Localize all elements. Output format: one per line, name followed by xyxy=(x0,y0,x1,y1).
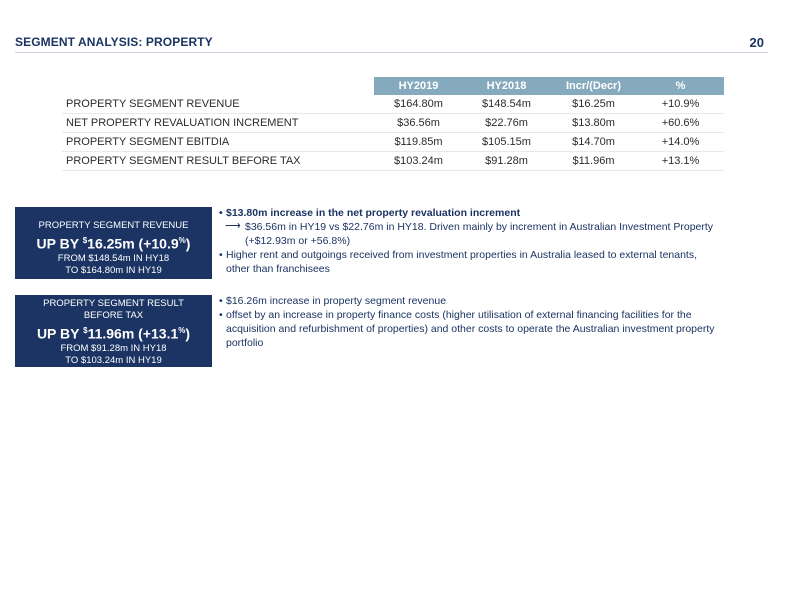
row-label: PROPERTY SEGMENT RESULT BEFORE TAX xyxy=(62,152,374,171)
cell-percent: +60.6% xyxy=(637,114,724,133)
note-text: $36.56m in HY19 vs $22.76m in HY18. Driven mainly by increment in Australian Investment Property xyxy=(245,221,714,233)
result-notes xyxy=(219,294,771,350)
revenue-box-from: FROM $148.54m IN HY18 xyxy=(57,252,170,264)
revenue-box-headline xyxy=(15,232,212,253)
note-text: acquisition and refurbishment of properties) and other costs to operate the Australian investment property xyxy=(226,323,715,335)
table-row xyxy=(62,95,724,114)
cell-change: $14.70m xyxy=(550,133,637,152)
cell-hy2018: $148.54m xyxy=(463,95,550,114)
bullet-marker: • xyxy=(219,295,223,307)
column-header-hy2019: HY2019 xyxy=(374,77,463,95)
headline-suffix: ) xyxy=(185,235,191,252)
headline-value: 16.25m (+10.9 xyxy=(87,235,179,252)
row-label: PROPERTY SEGMENT EBITDIA xyxy=(62,133,374,152)
table-row xyxy=(62,133,724,152)
cell-hy2019: $119.85m xyxy=(374,133,463,152)
cell-percent: +13.1% xyxy=(637,152,724,171)
page-title: SEGMENT ANALYSIS: PROPERTY xyxy=(15,35,213,49)
result-box-label-2: BEFORE TAX xyxy=(83,310,144,321)
note-text: $13.80m increase in the net property revaluation increment xyxy=(226,207,521,219)
bullet-marker: • xyxy=(219,207,223,219)
headline-percent-sign: % xyxy=(178,236,186,245)
note-bullet xyxy=(219,206,767,220)
bullet-marker: • xyxy=(219,249,223,261)
table-header-blank xyxy=(62,77,374,95)
headline-prefix: UP BY xyxy=(36,325,84,342)
headline-percent-sign: % xyxy=(178,326,186,335)
bullet-marker: • xyxy=(219,309,223,321)
cell-change: $16.25m xyxy=(550,95,637,114)
column-header-hy2018: HY2018 xyxy=(463,77,550,95)
cell-hy2019: $164.80m xyxy=(374,95,463,114)
note-text: (+$12.93m or +56.8%) xyxy=(245,235,351,247)
headline-currency: $ xyxy=(82,236,88,245)
note-text: Higher rent and outgoings received from investment properties in Australia leased to external tenants, xyxy=(226,249,698,261)
cell-hy2019: $103.24m xyxy=(374,152,463,171)
note-bullet xyxy=(219,248,767,276)
result-box-label: PROPERTY SEGMENT RESULT xyxy=(43,298,184,309)
cell-hy2018: $22.76m xyxy=(463,114,550,133)
page-number: 20 xyxy=(749,35,764,50)
result-box-to: TO $103.24m IN HY19 xyxy=(65,354,162,366)
cell-change: $13.80m xyxy=(550,114,637,133)
headline-currency: $ xyxy=(83,326,88,335)
result-box-from: FROM $91.28m IN HY18 xyxy=(60,342,167,354)
page-header xyxy=(15,35,768,51)
cell-hy2019: $36.56m xyxy=(374,114,463,133)
result-highlight-box xyxy=(15,295,212,367)
column-header-percent: % xyxy=(637,77,724,95)
note-sub-item xyxy=(219,220,767,248)
cell-percent: +10.9% xyxy=(637,95,724,114)
note-text: $16.26m increase in property segment revenue xyxy=(226,295,447,307)
note-text: offset by an increase in property finance costs (higher utilisation of external financing facilities for the xyxy=(226,309,692,321)
note-bullet xyxy=(219,308,771,350)
segment-table xyxy=(62,77,724,171)
cell-change: $11.96m xyxy=(550,152,637,171)
revenue-highlight-box xyxy=(15,207,212,279)
note-text: other than franchisees xyxy=(226,263,330,275)
revenue-notes xyxy=(219,206,767,276)
table-row xyxy=(62,114,724,133)
table-row xyxy=(62,152,724,171)
revenue-box-label: PROPERTY SEGMENT REVENUE xyxy=(38,220,189,231)
cell-hy2018: $105.15m xyxy=(463,133,550,152)
arrow-right-icon: ⟶ xyxy=(225,220,241,232)
cell-percent: +14.0% xyxy=(637,133,724,152)
cell-hy2018: $91.28m xyxy=(463,152,550,171)
revenue-box-to: TO $164.80m IN HY19 xyxy=(65,264,162,276)
table-header-row xyxy=(62,77,724,95)
row-label: PROPERTY SEGMENT REVENUE xyxy=(62,95,374,114)
headline-value: 11.96m (+13.1 xyxy=(87,325,179,342)
note-text: portfolio xyxy=(226,337,264,349)
headline-prefix: UP BY xyxy=(36,235,83,252)
note-bullet xyxy=(219,294,771,308)
row-label: NET PROPERTY REVALUATION INCREMENT xyxy=(62,114,374,133)
headline-suffix: ) xyxy=(185,325,191,342)
header-divider xyxy=(15,52,768,53)
result-box-headline xyxy=(15,322,212,343)
column-header-incr-decr: Incr/(Decr) xyxy=(550,77,637,95)
